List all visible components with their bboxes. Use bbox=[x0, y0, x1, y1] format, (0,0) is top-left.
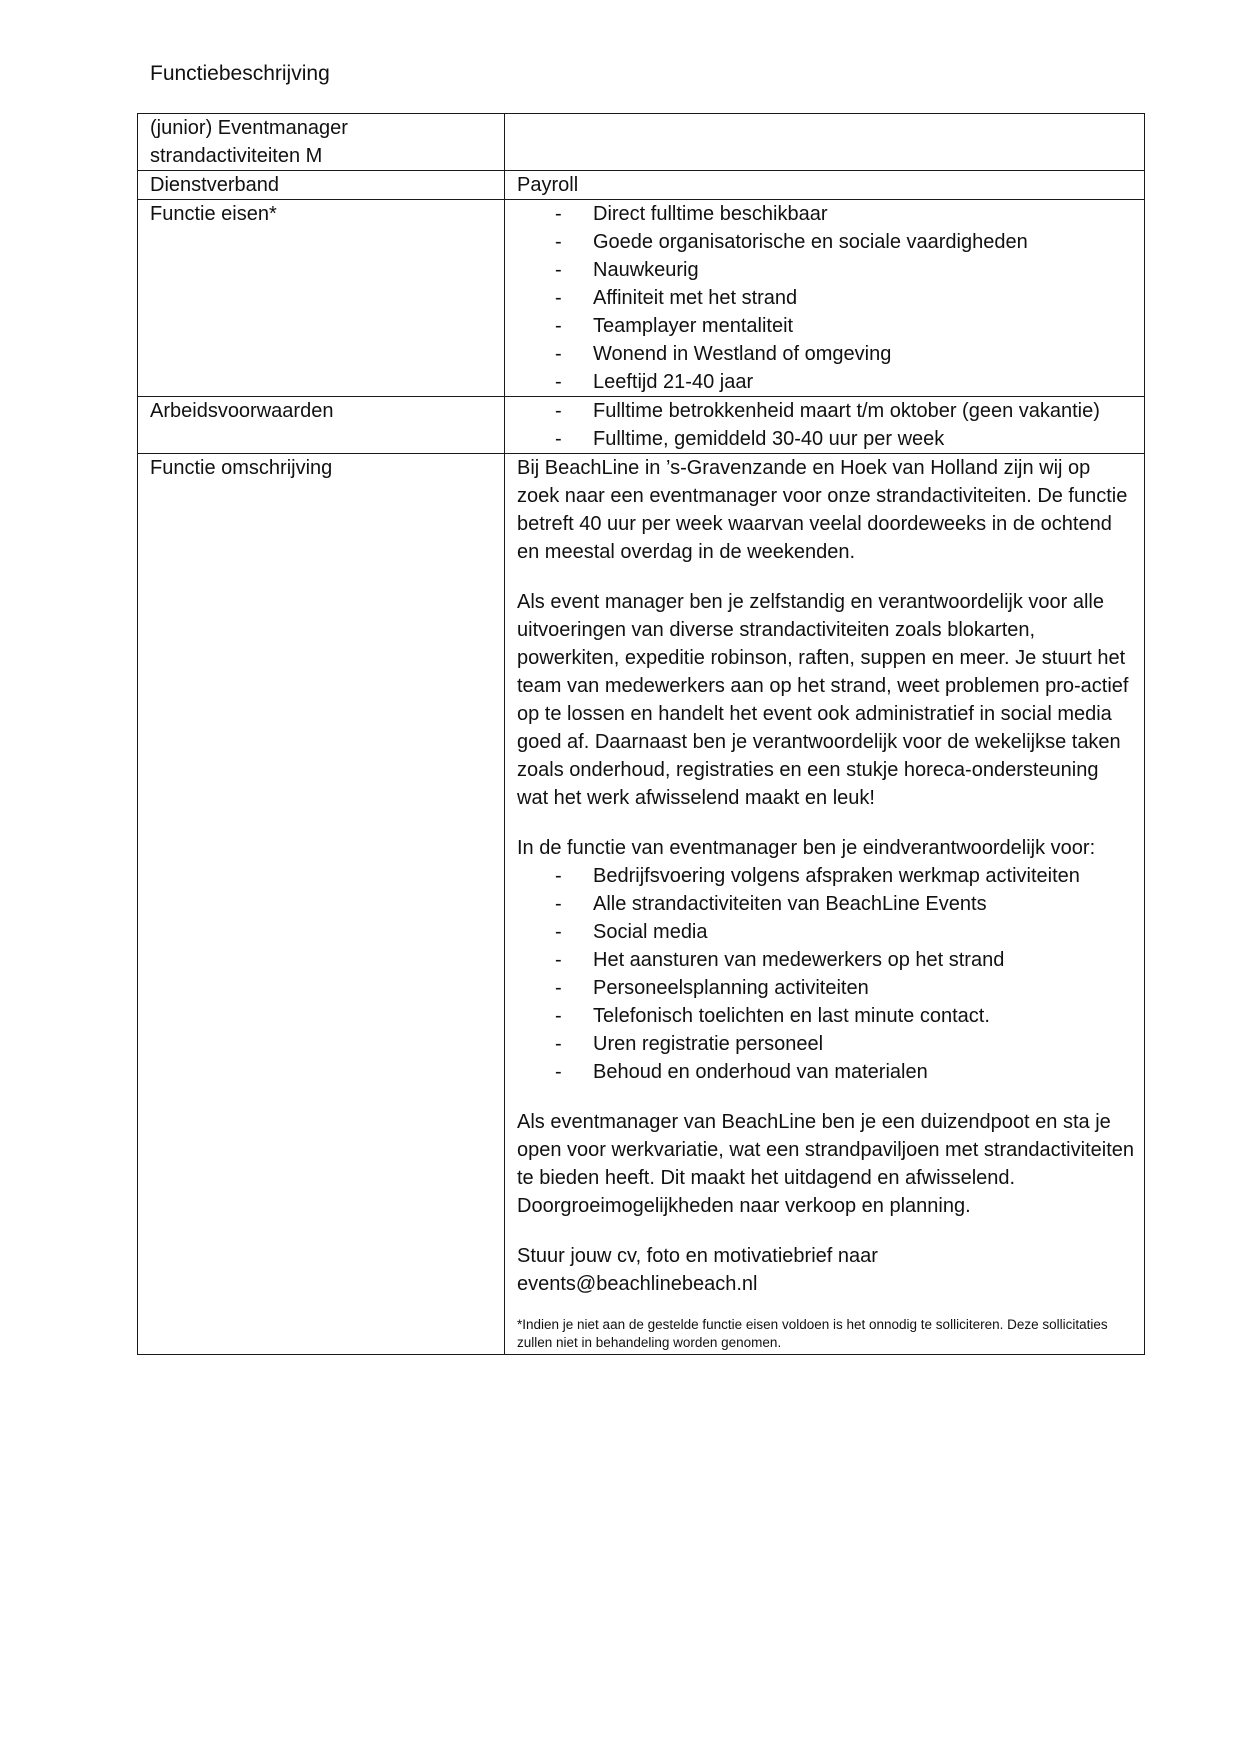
list-item: - Het aansturen van medewerkers op het strand bbox=[517, 946, 1134, 974]
list-item: - Telefonisch toelichten en last minute contact. bbox=[517, 1002, 1134, 1030]
list-item: - Nauwkeurig bbox=[517, 256, 1134, 284]
description-paragraph-4: Als eventmanager van BeachLine ben je een duizendpoot en sta je open voor werkvariatie, wat een strandpaviljoen met strandactiviteiten te bieden heeft. Dit maakt het uitdagend en afwisselend. Doorgroeimogelijkheden naar verkoop en planning. bbox=[517, 1111, 1134, 1217]
voorwaarden-value-cell bbox=[505, 397, 1145, 454]
list-item: - Fulltime betrokkenheid maart t/m oktober (geen vakantie) bbox=[517, 397, 1134, 425]
table-row-dienstverband bbox=[138, 171, 1145, 200]
voorwaarden-list bbox=[517, 397, 1134, 453]
job-title-line-2: strandactiviteiten M bbox=[150, 145, 323, 167]
list-item: - Fulltime, gemiddeld 30-40 uur per week bbox=[517, 425, 1134, 453]
list-item: - Wonend in Westland of omgeving bbox=[517, 340, 1134, 368]
list-item: - Bedrijfsvoering volgens afspraken werkmap activiteiten bbox=[517, 862, 1134, 890]
dienstverband-label: Dienstverband bbox=[138, 171, 505, 200]
apply-instruction: Stuur jouw cv, foto en motivatiebrief naar bbox=[517, 1245, 878, 1267]
list-item: - Teamplayer mentaliteit bbox=[517, 312, 1134, 340]
list-item: - Social media bbox=[517, 918, 1134, 946]
title-label-cell bbox=[138, 114, 505, 171]
description-paragraph-3: In de functie van eventmanager ben je eindverantwoordelijk voor: bbox=[517, 837, 1096, 859]
description-paragraph-1: Bij BeachLine in ’s-Gravenzande en Hoek van Holland zijn wij op zoek naar een eventmanager voor onze strandactiviteiten. De functie betreft 40 uur per week waarvan veelal doordeweeks in de ochtend en meestal overdag in de weekenden. bbox=[517, 457, 1128, 563]
apply-email: events@beachlinebeach.nl bbox=[517, 1273, 758, 1295]
table-row-voorwaarden bbox=[138, 397, 1145, 454]
list-item: - Affiniteit met het strand bbox=[517, 284, 1134, 312]
eisen-list bbox=[517, 200, 1134, 396]
list-item: - Leeftijd 21-40 jaar bbox=[517, 368, 1134, 396]
list-item: - Alle strandactiviteiten van BeachLine Events bbox=[517, 890, 1134, 918]
omschrijving-value-cell bbox=[505, 454, 1145, 1355]
eisen-label: Functie eisen* bbox=[138, 200, 505, 397]
responsibilities-list bbox=[517, 862, 1134, 1086]
list-item: - Uren registratie personeel bbox=[517, 1030, 1134, 1058]
job-title-line-1: (junior) Eventmanager bbox=[150, 117, 348, 139]
document-heading: Functiebeschrijving bbox=[150, 62, 330, 85]
title-value-cell bbox=[505, 114, 1145, 171]
omschrijving-label: Functie omschrijving bbox=[138, 454, 505, 1355]
list-item: - Goede organisatorische en sociale vaardigheden bbox=[517, 228, 1134, 256]
table-row-title bbox=[138, 114, 1145, 171]
eisen-value-cell bbox=[505, 200, 1145, 397]
list-item: - Personeelsplanning activiteiten bbox=[517, 974, 1134, 1002]
list-item: - Behoud en onderhoud van materialen bbox=[517, 1058, 1134, 1086]
description-paragraph-2: Als event manager ben je zelfstandig en verantwoordelijk voor alle uitvoeringen van diverse strandactiviteiten zoals blokarten, powerkiten, expeditie robinson, raften, suppen en meer. Je stuurt het team van medewerkers aan op het strand, weet problemen pro-actief op te lossen en handelt het event ook administratief in social media goed af. Daarnaast ben je verantwoordelijk voor de wekelijkse taken zoals onderhoud, registraties en een stukje horeca-ondersteuning wat het werk afwisselend maakt en leuk! bbox=[517, 591, 1129, 809]
footnote: *Indien je niet aan de gestelde functie eisen voldoen is het onnodig te solliciteren. Deze sollicitaties zullen niet in behandeling worden genomen. bbox=[517, 1317, 1108, 1350]
voorwaarden-label: Arbeidsvoorwaarden bbox=[138, 397, 505, 454]
table-row-omschrijving bbox=[138, 454, 1145, 1355]
dienstverband-value: Payroll bbox=[505, 171, 1145, 200]
table-row-eisen bbox=[138, 200, 1145, 397]
job-description-table bbox=[137, 113, 1145, 1355]
list-item: - Direct fulltime beschikbaar bbox=[517, 200, 1134, 228]
